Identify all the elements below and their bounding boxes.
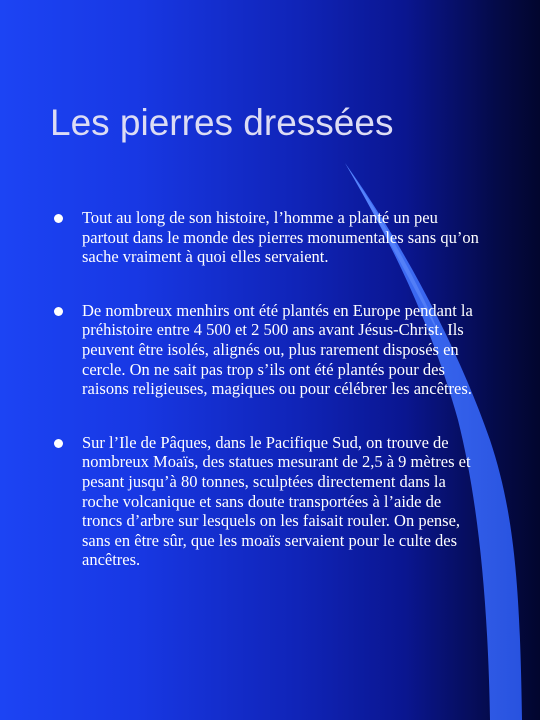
bullet-text: De nombreux menhirs ont été plantés en Europe pendant la préhistoire entre 4 500 et 2 500 ans avant Jésus-Christ. Ils peuvent être isolés, alignés ou, plus rarement disposés en cercle. On ne sait pas trop s’ils ont été plantés pour des raisons religieuses, magiques ou pour célébrer les ancêtres.	[82, 300, 473, 399]
bullet-text: Tout au long de son histoire, l’homme a planté un peu partout dans le monde des pierres monumentales sans qu’on sache vraiment à quoi elles servaient.	[82, 208, 479, 267]
bullet-item-history	[54, 208, 484, 267]
bullet-list	[54, 208, 484, 604]
bullet-item-menhirs	[54, 301, 484, 399]
slide-title: Les pierres dressées	[50, 102, 394, 143]
bullet-dot-icon	[54, 307, 63, 316]
bullet-text: Sur l’Ile de Pâques, dans le Pacifique Sud, on trouve de nombreux Moaïs, des statues mesurant de 2,5 à 9 mètres et pesant jusqu’à 80 tonnes, sculptées directement dans la roche volcanique et sans doute transportées à l’aide de troncs d’arbre sur lesquels on les faisait rouler. On pense, sans en être sûr, que les moaïs servaient pour le culte des ancêtres.	[82, 432, 471, 570]
bullet-dot-icon	[54, 439, 63, 448]
bullet-dot-icon	[54, 214, 63, 223]
bullet-item-moais	[54, 433, 484, 570]
